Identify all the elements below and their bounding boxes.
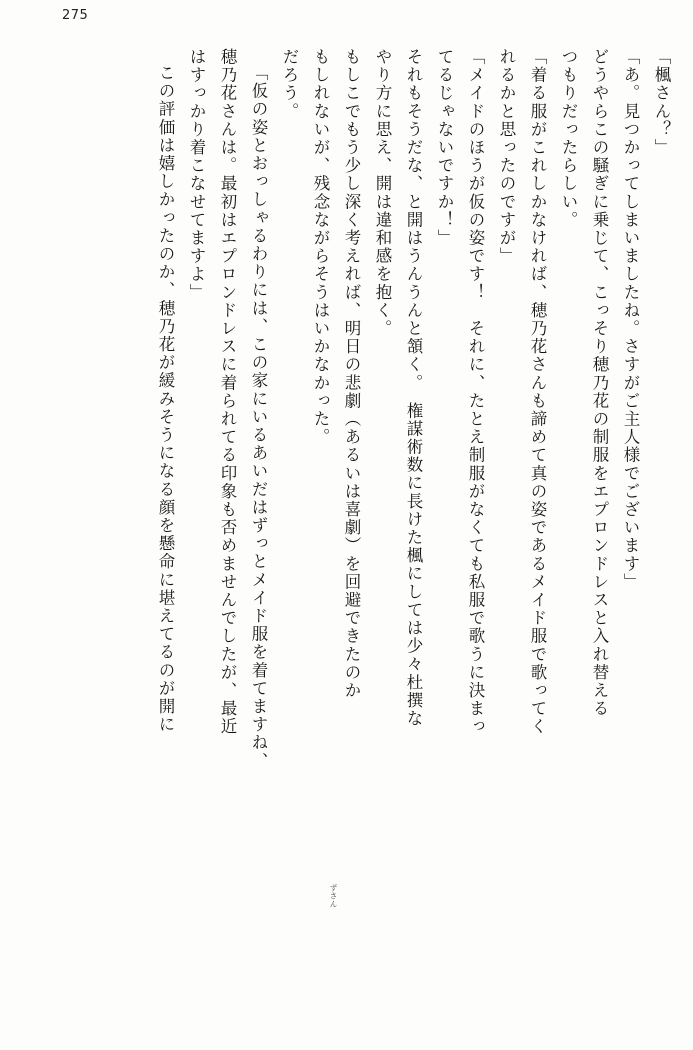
- text-line: 「あ。見つかってしまいましたね。さすがご主人様でございます」: [621, 48, 640, 591]
- text-line: はすっかり着こなせてますよ」: [187, 48, 206, 302]
- text-line: この評価は嬉しかったのか、穂乃花が緩みそうになる顔を懸命に堪えてるのが開に: [156, 64, 175, 734]
- text-line: もしれないが、残念ながらそうはいかなかった。: [311, 48, 330, 447]
- text-line: 「仮の姿とおっしゃるわりには、この家にいるあいだはずっとメイド服を着てますね、: [249, 64, 268, 770]
- text-line: 穂乃花さんは。最初はエプロンドレスに着られてる印象も否めませんでしたが、最近: [218, 48, 237, 736]
- page-number: 275: [62, 8, 89, 23]
- text-line: 「メイドのほうが仮の姿です！ それに、たとえ制服がなくても私服で歌うに決まっ: [466, 48, 485, 736]
- text-line: 「着る服がこれしかなければ、穂乃花さんも諦めて真の姿であるメイド服で歌ってく: [528, 48, 547, 736]
- text-line: つもりだったらしい。: [559, 48, 578, 229]
- text-line: だろう。: [280, 48, 299, 121]
- text-line: 「楓さん？」: [652, 48, 671, 157]
- text-line: それもそうだな、と開はうんうんと頷く。 権謀術数に長けた楓にしては少々杜撰な: [404, 48, 423, 728]
- text-line: やり方に思え、開は違和感を抱く。: [373, 48, 392, 338]
- text-line: てるじゃないですか！」: [435, 48, 454, 248]
- vertical-text-body: [28, 48, 669, 1008]
- ruby-annotation: ずさん: [329, 884, 338, 908]
- text-line: れるかと思ったのですが」: [497, 48, 516, 266]
- text-line: もしこでもう少し深く考えれば、明日の悲劇（あるいは喜劇）を回避できたのか: [342, 48, 361, 700]
- text-line: どうやらこの騒ぎに乗じて、こっそり穂乃花の制服をエプロンドレスと入れ替える: [590, 48, 609, 718]
